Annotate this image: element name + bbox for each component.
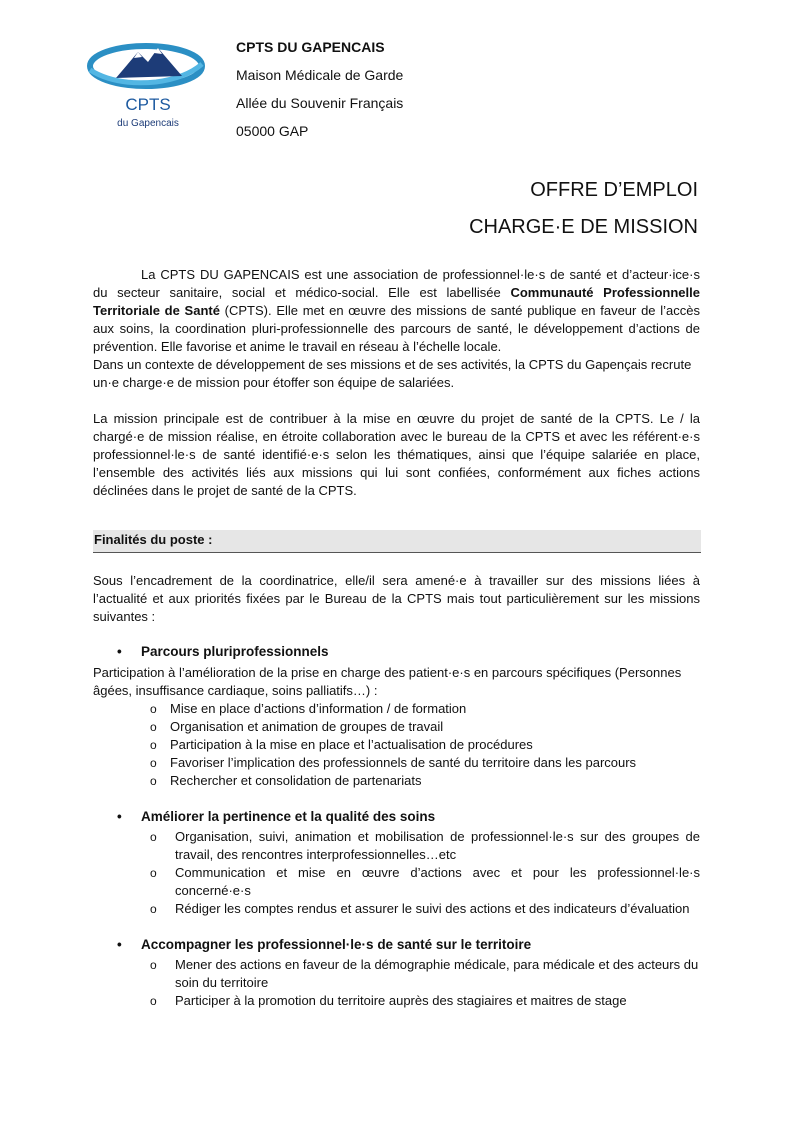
list-item: o Communication et mise en œuvre d’actions avec et pour les professionnel·le·s concerné·e·s <box>150 865 700 898</box>
title-line-1: OFFRE D’EMPLOI <box>530 179 698 201</box>
intro-text-bold: Communauté Professionnelle Territoriale de Santé <box>93 285 700 318</box>
mission-title-2: Améliorer la pertinence et la qualité des soins <box>141 809 436 824</box>
list-item: o Mise en place d’actions d’information / de formation <box>150 701 467 716</box>
mission-heading-1 <box>117 643 329 661</box>
mission-list-3 <box>150 956 700 1010</box>
circle-bullet-icon: o <box>150 738 157 752</box>
circle-bullet-icon: o <box>150 958 157 972</box>
mission-heading-3 <box>117 936 531 954</box>
mission-list-1 <box>150 700 700 790</box>
org-name: CPTS DU GAPENCAIS <box>236 39 385 55</box>
bullet-icon: • <box>117 809 122 824</box>
circle-bullet-icon: o <box>150 866 157 880</box>
mission-title-3: Accompagner les professionnel·le·s de santé sur le territoire <box>141 937 532 952</box>
bullet-icon: • <box>117 644 122 659</box>
mission-desc-1: Participation à l’amélioration de la prise en charge des patient·e·s en parcours spécifiques (Personnes âgées, insuffisance cardiaque, soins palliatifs…) : <box>93 665 682 698</box>
list-item: o Rechercher et consolidation de partenariats <box>150 773 422 788</box>
svg-text:CPTS: CPTS <box>125 95 171 114</box>
section-intro: Sous l’encadrement de la coordinatrice, elle/il sera amené·e à travailler sur des missions liées à l’actualité et aux priorités fixées par le Bureau de la CPTS mais tout particulièrement sur les missions suivantes : <box>93 573 700 624</box>
intro-text-a: La CPTS DU GAPENCAIS est une association de professionnel·le·s de santé et d’acteur·ice·s du secteur sanitaire, social et médico-social. Elle est labellisée <box>93 267 700 300</box>
intro-paragraph-2: Dans un contexte de développement de ses missions et de ses activités, la CPTS du Gapençais recrute un·e charge·e de mission pour étoffer son équipe de salariées. <box>93 357 692 390</box>
circle-bullet-icon: o <box>150 702 157 716</box>
circle-bullet-icon: o <box>150 774 157 788</box>
document-title <box>469 172 698 246</box>
address-line-2: Allée du Souvenir Français <box>236 95 404 111</box>
cpts-logo <box>86 36 206 132</box>
mission-heading-2 <box>117 808 435 826</box>
list-item: o Participation à la mise en place et l’actualisation de procédures <box>150 737 533 752</box>
circle-bullet-icon: o <box>150 756 157 770</box>
title-line-2: CHARGE·E DE MISSION <box>469 216 698 238</box>
intro-text-b: (CPTS). Elle met en œuvre des missions de santé publique en faveur de l’accès aux soins, la coordination pluri-professionnelle des parcours de santé, le développement d’actions de prévention. Elle favorise et anime le travail en réseau à l’échelle locale. <box>93 303 700 354</box>
list-item: o Participer à la promotion du territoire auprès des stagiaires et maitres de stage <box>150 993 627 1008</box>
bullet-icon: • <box>117 937 122 952</box>
list-item: o Organisation et animation de groupes de travail <box>150 719 444 734</box>
mission-list-2 <box>150 828 700 918</box>
circle-bullet-icon: o <box>150 902 157 916</box>
list-item: o Favoriser l’implication des professionnels de santé du territoire dans les parcours <box>150 755 637 770</box>
address-line-1: Maison Médicale de Garde <box>236 67 404 83</box>
mission-title-1: Parcours pluriprofessionnels <box>141 644 329 659</box>
circle-bullet-icon: o <box>150 994 157 1008</box>
list-item: o Rédiger les comptes rendus et assurer le suivi des actions et des indicateurs d’évaluation <box>150 901 690 916</box>
circle-bullet-icon: o <box>150 720 157 734</box>
svg-text:du Gapencais: du Gapencais <box>117 118 179 129</box>
intro-paragraph-1 <box>93 266 700 356</box>
mission-paragraph: La mission principale est de contribuer à la mise en œuvre du projet de santé de la CPTS. Le / la chargé·e de mission réalise, en étroite collaboration avec le bureau de la CPTS et avec les référent·e·s professionnel·le·s de santé identifié·e·s selon les thématiques, ainsi que l’équipe salariée en place, l’ensemble des activités liés aux missions qui lui sont confiées, conformément aux fiches actions déclinées dans le projet de santé de la CPTS. <box>93 411 700 498</box>
organization-address <box>236 33 403 145</box>
address-line-3: 05000 GAP <box>236 123 309 139</box>
circle-bullet-icon: o <box>150 830 157 844</box>
mountain-logo-icon <box>86 36 206 132</box>
list-item: o Mener des actions en faveur de la démographie médicale, para médicale et des acteurs du soin du territoire <box>150 957 699 990</box>
list-item: o Organisation, suivi, animation et mobilisation de professionnel·le·s sur des groupes de travail, des rencontres interprofessionnelles…etc <box>150 829 700 862</box>
section-header: Finalités du poste : <box>93 530 701 553</box>
